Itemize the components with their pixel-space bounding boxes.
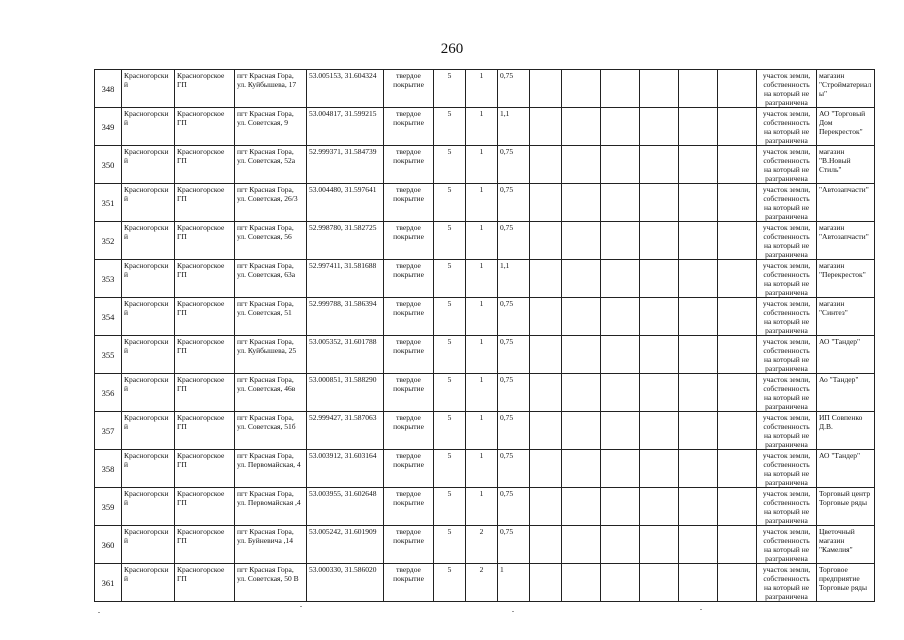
cell-owner: Цветочный магазин "Камелия"	[817, 526, 875, 564]
cell-settlement: Красногорское ГП	[175, 412, 235, 450]
cell-empty	[562, 108, 601, 146]
cell-empty	[718, 564, 757, 602]
cell-empty	[601, 298, 640, 336]
cell-empty	[718, 70, 757, 108]
cell-empty	[530, 146, 562, 184]
cell-land-status: участок земли, собственность на который не разграничена	[757, 260, 817, 298]
cell-settlement: Красногорское ГП	[175, 488, 235, 526]
cell-owner: магазин "В.Новый Стиль"	[817, 146, 875, 184]
cell-owner: АО "Тандер"	[817, 336, 875, 374]
cell-row-number: 359	[95, 488, 122, 526]
cell-empty	[562, 336, 601, 374]
cell-land-status: участок земли, собственность на который не разграничена	[757, 108, 817, 146]
cell-empty	[679, 298, 718, 336]
cell-value-b: 1	[466, 488, 498, 526]
cell-empty	[601, 564, 640, 602]
cell-empty	[601, 336, 640, 374]
cell-empty	[640, 260, 679, 298]
cell-value-c: 1,1	[498, 108, 530, 146]
cell-empty	[562, 298, 601, 336]
cell-address: пгт Красная Гора, ул. Куйбышева, 17	[235, 70, 307, 108]
cell-empty	[530, 70, 562, 108]
table-row	[95, 450, 875, 488]
cell-land-status: участок земли, собственность на который не разграничена	[757, 412, 817, 450]
cell-value-b: 1	[466, 412, 498, 450]
cell-coordinates: 53.005153, 31.604324	[307, 70, 384, 108]
cell-empty	[562, 184, 601, 222]
cell-empty	[562, 146, 601, 184]
cell-value-c: 0,75	[498, 412, 530, 450]
cell-surface: твердое покрытие	[384, 488, 434, 526]
page-number: 260	[440, 41, 464, 57]
cell-empty	[718, 260, 757, 298]
cell-empty	[640, 450, 679, 488]
cell-value-b: 1	[466, 184, 498, 222]
cell-value-c: 0,75	[498, 146, 530, 184]
cell-empty	[530, 184, 562, 222]
table-row	[95, 108, 875, 146]
cell-district: Красногорский	[122, 488, 175, 526]
cell-row-number: 355	[95, 336, 122, 374]
cell-surface: твердое покрытие	[384, 70, 434, 108]
cell-value-b: 1	[466, 374, 498, 412]
table-row	[95, 488, 875, 526]
cell-land-status: участок земли, собственность на который не разграничена	[757, 298, 817, 336]
cell-row-number: 361	[95, 564, 122, 602]
cell-empty	[562, 412, 601, 450]
cell-empty	[530, 298, 562, 336]
cell-empty	[530, 108, 562, 146]
cell-value-c: 0,75	[498, 450, 530, 488]
cell-value-c: 0,75	[498, 298, 530, 336]
cell-settlement: Красногорское ГП	[175, 336, 235, 374]
cell-district: Красногорский	[122, 108, 175, 146]
cell-coordinates: 52.999427, 31.587063	[307, 412, 384, 450]
cell-settlement: Красногорское ГП	[175, 450, 235, 488]
cell-coordinates: 53.003912, 31.603164	[307, 450, 384, 488]
cell-row-number: 358	[95, 450, 122, 488]
cell-empty	[640, 70, 679, 108]
cell-empty	[718, 222, 757, 260]
cell-empty	[601, 108, 640, 146]
cell-value-a: 5	[434, 450, 466, 488]
cell-value-b: 1	[466, 70, 498, 108]
cell-row-number: 352	[95, 222, 122, 260]
cell-surface: твердое покрытие	[384, 222, 434, 260]
cell-owner: магазин "Автозапчасти"	[817, 222, 875, 260]
cell-row-number: 354	[95, 298, 122, 336]
cell-empty	[640, 374, 679, 412]
cell-district: Красногорский	[122, 146, 175, 184]
cell-district: Красногорский	[122, 222, 175, 260]
cell-settlement: Красногорское ГП	[175, 260, 235, 298]
scan-speck	[98, 612, 100, 613]
table-row	[95, 146, 875, 184]
cell-row-number: 360	[95, 526, 122, 564]
cell-owner: магазин "Стройматериалы"	[817, 70, 875, 108]
table-row	[95, 564, 875, 602]
scan-speck	[300, 606, 302, 607]
cell-surface: твердое покрытие	[384, 412, 434, 450]
cell-row-number: 357	[95, 412, 122, 450]
cell-empty	[718, 336, 757, 374]
cell-surface: твердое покрытие	[384, 374, 434, 412]
cell-empty	[601, 450, 640, 488]
cell-empty	[601, 222, 640, 260]
cell-value-b: 1	[466, 260, 498, 298]
cell-land-status: участок земли, собственность на который не разграничена	[757, 564, 817, 602]
cell-empty	[640, 488, 679, 526]
cell-value-b: 1	[466, 450, 498, 488]
cell-district: Красногорский	[122, 374, 175, 412]
cell-empty	[601, 146, 640, 184]
cell-coordinates: 52.999788, 31.586394	[307, 298, 384, 336]
cell-value-c: 1,1	[498, 260, 530, 298]
cell-empty	[530, 450, 562, 488]
cell-value-c: 0,75	[498, 374, 530, 412]
cell-address: пгт Красная Гора, ул. Советская, 51	[235, 298, 307, 336]
cell-row-number: 353	[95, 260, 122, 298]
cell-empty	[530, 336, 562, 374]
cell-address: пгт Красная Гора, ул. Советская, 52а	[235, 146, 307, 184]
cell-owner: Ао "Тандер"	[817, 374, 875, 412]
cell-surface: твердое покрытие	[384, 260, 434, 298]
cell-empty	[718, 488, 757, 526]
cell-value-c: 0,75	[498, 526, 530, 564]
cell-surface: твердое покрытие	[384, 298, 434, 336]
cell-empty	[718, 108, 757, 146]
cell-empty	[562, 488, 601, 526]
cell-surface: твердое покрытие	[384, 184, 434, 222]
cell-value-b: 1	[466, 298, 498, 336]
cell-land-status: участок земли, собственность на который не разграничена	[757, 70, 817, 108]
cell-empty	[679, 488, 718, 526]
cell-settlement: Красногорское ГП	[175, 184, 235, 222]
cell-empty	[640, 412, 679, 450]
cell-empty	[601, 184, 640, 222]
cell-value-a: 5	[434, 488, 466, 526]
cell-empty	[530, 526, 562, 564]
cell-district: Красногорский	[122, 412, 175, 450]
cell-empty	[530, 488, 562, 526]
cell-value-a: 5	[434, 184, 466, 222]
cell-surface: твердое покрытие	[384, 146, 434, 184]
cell-land-status: участок земли, собственность на который не разграничена	[757, 336, 817, 374]
cell-surface: твердое покрытие	[384, 336, 434, 374]
cell-empty	[718, 184, 757, 222]
cell-empty	[640, 298, 679, 336]
cell-settlement: Красногорское ГП	[175, 146, 235, 184]
cell-value-a: 5	[434, 260, 466, 298]
table-row	[95, 298, 875, 336]
cell-empty	[718, 298, 757, 336]
cell-empty	[718, 526, 757, 564]
cell-value-c: 1	[498, 564, 530, 602]
table-body	[95, 70, 875, 602]
cell-settlement: Красногорское ГП	[175, 70, 235, 108]
table-row	[95, 412, 875, 450]
cell-empty	[679, 450, 718, 488]
cell-value-c: 0,75	[498, 488, 530, 526]
cell-owner: ИП Совпенко Д.В.	[817, 412, 875, 450]
cell-settlement: Красногорское ГП	[175, 526, 235, 564]
table-row	[95, 336, 875, 374]
cell-value-c: 0,75	[498, 336, 530, 374]
cell-empty	[562, 70, 601, 108]
cell-empty	[530, 222, 562, 260]
cell-empty	[601, 412, 640, 450]
cell-empty	[718, 146, 757, 184]
cell-empty	[562, 374, 601, 412]
cell-coordinates: 53.005352, 31.601788	[307, 336, 384, 374]
cell-address: пгт Красная Гора, ул. Советская, 26/3	[235, 184, 307, 222]
cell-value-c: 0,75	[498, 184, 530, 222]
cell-empty	[679, 70, 718, 108]
cell-coordinates: 52.998780, 31.582725	[307, 222, 384, 260]
cell-empty	[640, 146, 679, 184]
cell-surface: твердое покрытие	[384, 108, 434, 146]
cell-surface: твердое покрытие	[384, 450, 434, 488]
cell-land-status: участок земли, собственность на который не разграничена	[757, 450, 817, 488]
cell-value-a: 5	[434, 222, 466, 260]
cell-district: Красногорский	[122, 298, 175, 336]
cell-owner: АО "Торговый Дом Перекресток"	[817, 108, 875, 146]
cell-address: пгт Красная Гора, ул. Советская, 46в	[235, 374, 307, 412]
cell-address: пгт Красная Гора, ул. Советская, 56	[235, 222, 307, 260]
cell-value-b: 1	[466, 146, 498, 184]
cell-surface: твердое покрытие	[384, 564, 434, 602]
container-sites-table	[94, 69, 875, 602]
cell-coordinates: 53.000330, 31.586020	[307, 564, 384, 602]
cell-address: пгт Красная Гора, ул. Первомайская, 4	[235, 450, 307, 488]
cell-row-number: 351	[95, 184, 122, 222]
cell-empty	[679, 260, 718, 298]
cell-empty	[640, 184, 679, 222]
cell-land-status: участок земли, собственность на который не разграничена	[757, 222, 817, 260]
cell-district: Красногорский	[122, 70, 175, 108]
cell-land-status: участок земли, собственность на который не разграничена	[757, 488, 817, 526]
cell-empty	[562, 222, 601, 260]
table-row	[95, 70, 875, 108]
table-row	[95, 222, 875, 260]
cell-district: Красногорский	[122, 184, 175, 222]
cell-empty	[718, 450, 757, 488]
cell-empty	[718, 412, 757, 450]
cell-value-a: 5	[434, 564, 466, 602]
cell-value-a: 5	[434, 298, 466, 336]
table-row	[95, 526, 875, 564]
cell-value-b: 1	[466, 222, 498, 260]
cell-empty	[530, 412, 562, 450]
cell-owner: Торговый центр Торговые ряды	[817, 488, 875, 526]
cell-empty	[679, 564, 718, 602]
cell-empty	[640, 222, 679, 260]
cell-district: Красногорский	[122, 564, 175, 602]
cell-settlement: Красногорское ГП	[175, 108, 235, 146]
cell-empty	[640, 336, 679, 374]
cell-owner: АО "Тандер"	[817, 450, 875, 488]
cell-address: пгт Красная Гора, ул. Первомайская ,4	[235, 488, 307, 526]
cell-coordinates: 53.005242, 31.601909	[307, 526, 384, 564]
cell-empty	[679, 108, 718, 146]
cell-owner: магазин "Перекресток"	[817, 260, 875, 298]
cell-row-number: 350	[95, 146, 122, 184]
table-row	[95, 374, 875, 412]
cell-owner: магазин "Синтез"	[817, 298, 875, 336]
cell-empty	[679, 336, 718, 374]
cell-empty	[601, 70, 640, 108]
cell-value-c: 0,75	[498, 222, 530, 260]
cell-empty	[530, 260, 562, 298]
scan-speck	[512, 611, 514, 612]
cell-row-number: 349	[95, 108, 122, 146]
cell-land-status: участок земли, собственность на который не разграничена	[757, 374, 817, 412]
cell-address: пгт Красная Гора, ул. Советская, 63а	[235, 260, 307, 298]
cell-row-number: 348	[95, 70, 122, 108]
cell-address: пгт Красная Гора, ул. Куйбышева, 25	[235, 336, 307, 374]
cell-settlement: Красногорское ГП	[175, 374, 235, 412]
cell-coordinates: 53.004480, 31.597641	[307, 184, 384, 222]
cell-settlement: Красногорское ГП	[175, 222, 235, 260]
cell-empty	[679, 184, 718, 222]
cell-empty	[640, 108, 679, 146]
cell-value-a: 5	[434, 412, 466, 450]
cell-value-c: 0,75	[498, 70, 530, 108]
cell-value-a: 5	[434, 336, 466, 374]
cell-value-a: 5	[434, 374, 466, 412]
cell-land-status: участок земли, собственность на который не разграничена	[757, 526, 817, 564]
cell-address: пгт Красная Гора, ул. Советская, 50 В	[235, 564, 307, 602]
cell-empty	[640, 526, 679, 564]
cell-value-b: 1	[466, 108, 498, 146]
cell-surface: твердое покрытие	[384, 526, 434, 564]
cell-empty	[562, 450, 601, 488]
cell-owner: Торговое предприятие Торговые ряды	[817, 564, 875, 602]
scan-speck	[700, 609, 702, 610]
cell-coordinates: 53.004817, 31.599215	[307, 108, 384, 146]
cell-empty	[679, 146, 718, 184]
cell-value-a: 5	[434, 526, 466, 564]
cell-value-a: 5	[434, 108, 466, 146]
cell-empty	[562, 526, 601, 564]
cell-value-a: 5	[434, 70, 466, 108]
cell-land-status: участок земли, собственность на который не разграничена	[757, 146, 817, 184]
cell-owner: "Автозапчасти"	[817, 184, 875, 222]
cell-coordinates: 53.000851, 31.588290	[307, 374, 384, 412]
cell-empty	[679, 526, 718, 564]
cell-empty	[530, 564, 562, 602]
cell-address: пгт Красная Гора, ул. Буйневича ,14	[235, 526, 307, 564]
cell-empty	[601, 374, 640, 412]
cell-district: Красногорский	[122, 526, 175, 564]
cell-empty	[562, 564, 601, 602]
cell-address: пгт Красная Гора, ул. Советская, 51б	[235, 412, 307, 450]
cell-coordinates: 52.999371, 31.584739	[307, 146, 384, 184]
cell-settlement: Красногорское ГП	[175, 298, 235, 336]
cell-value-b: 2	[466, 564, 498, 602]
cell-coordinates: 53.003955, 31.602648	[307, 488, 384, 526]
cell-empty	[601, 488, 640, 526]
cell-value-a: 5	[434, 146, 466, 184]
table-row	[95, 260, 875, 298]
cell-land-status: участок земли, собственность на который не разграничена	[757, 184, 817, 222]
cell-value-b: 1	[466, 336, 498, 374]
cell-address: пгт Красная Гора, ул. Советская, 9	[235, 108, 307, 146]
table-row	[95, 184, 875, 222]
cell-value-b: 2	[466, 526, 498, 564]
cell-empty	[679, 374, 718, 412]
cell-empty	[640, 564, 679, 602]
cell-empty	[530, 374, 562, 412]
cell-settlement: Красногорское ГП	[175, 564, 235, 602]
cell-district: Красногорский	[122, 336, 175, 374]
cell-row-number: 356	[95, 374, 122, 412]
cell-empty	[679, 412, 718, 450]
cell-empty	[562, 260, 601, 298]
cell-empty	[679, 222, 718, 260]
cell-district: Красногорский	[122, 450, 175, 488]
cell-district: Красногорский	[122, 260, 175, 298]
cell-empty	[718, 374, 757, 412]
cell-empty	[601, 526, 640, 564]
cell-empty	[601, 260, 640, 298]
cell-coordinates: 52.997411, 31.581688	[307, 260, 384, 298]
